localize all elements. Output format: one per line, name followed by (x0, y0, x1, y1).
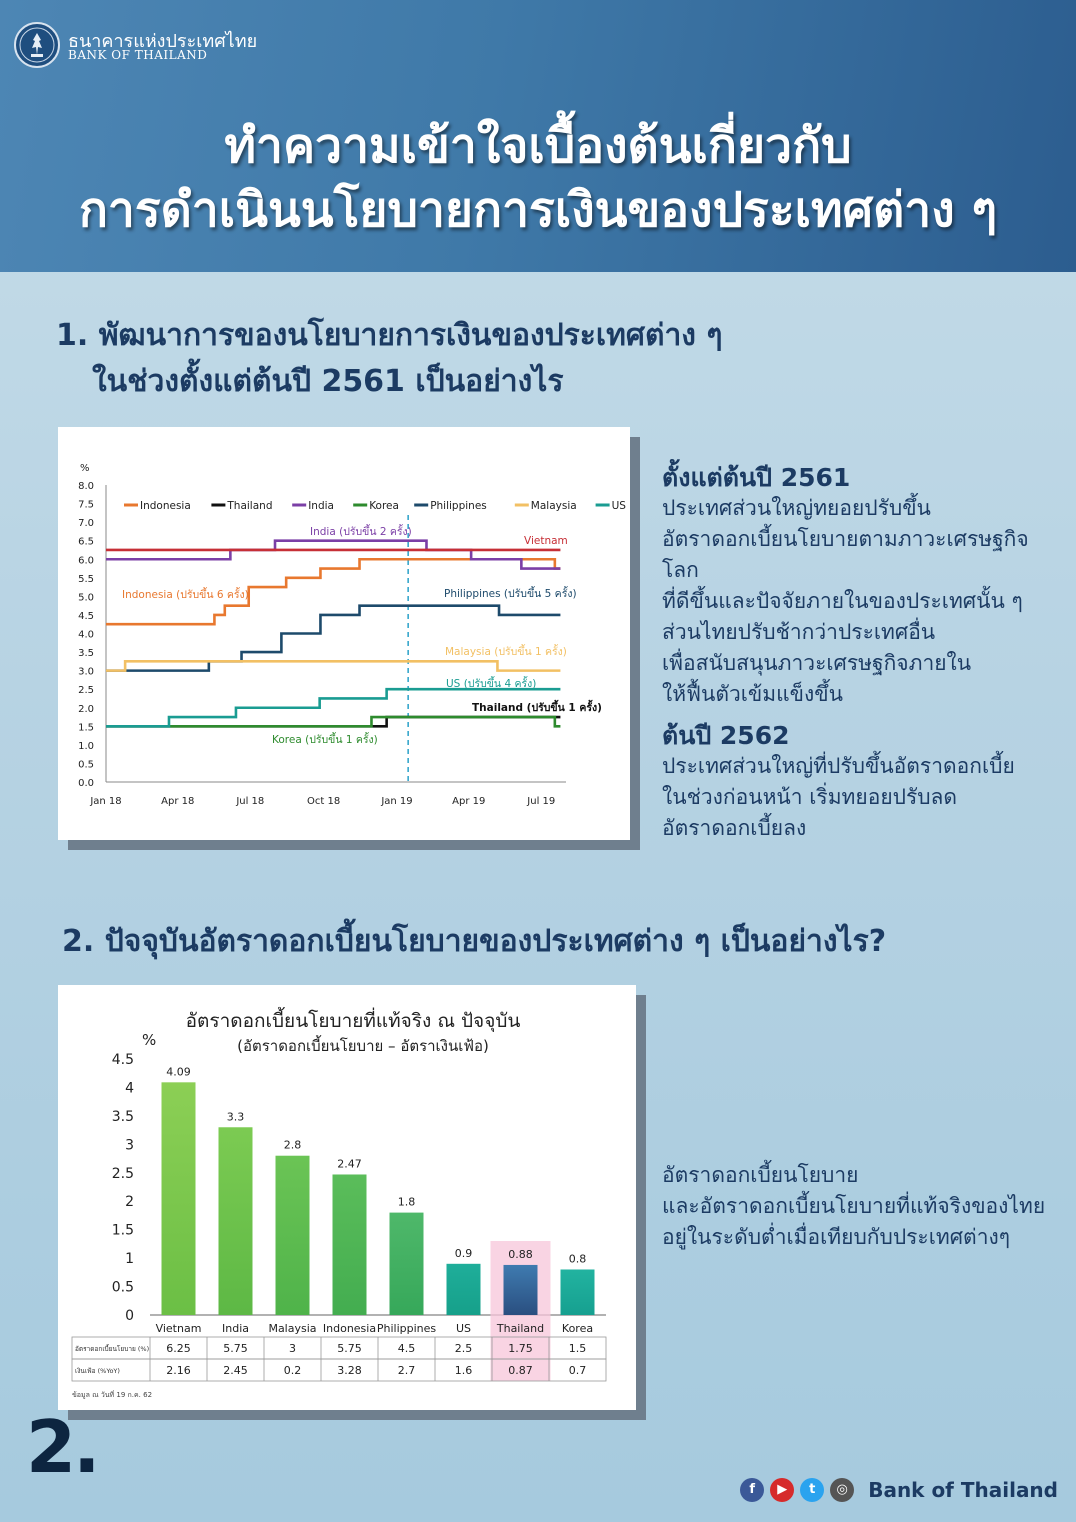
y-tick-label: 0 (125, 1308, 134, 1324)
bar-philippines (390, 1213, 424, 1315)
bar-vietnam (162, 1082, 196, 1315)
y-tick-label: 3 (125, 1137, 134, 1154)
side-text-2561-line-2: ที่ดีขึ้นและปัจจัยภายในของประเทศนั้น ๆ (662, 589, 1023, 613)
series-line-korea (106, 717, 560, 726)
bar-value-label-philippines: 1.8 (397, 1195, 416, 1209)
bar-value-label-us: 0.9 (454, 1246, 473, 1260)
y-tick-label: 4 (125, 1080, 134, 1097)
y-tick-label: 2.0 (78, 703, 94, 715)
policy-rate-line-chart (58, 427, 630, 840)
x-tick-label: Oct 18 (307, 796, 341, 807)
side-text-2561-line-5: ให้ฟื้นตัวเข้มแข็งขึ้น (662, 682, 843, 706)
table-cell-malaysia: 3 (289, 1342, 296, 1355)
page-number: 2. (26, 1405, 98, 1489)
side-text-2562-line-0: ประเทศส่วนใหญ่ที่ปรับขึ้นอัตราดอกเบี้ย (662, 754, 1015, 778)
series-line-thailand (106, 717, 560, 726)
y-tick-label: 7.5 (78, 499, 94, 511)
table-cell-indonesia: 3.28 (337, 1364, 362, 1377)
x-tick-label: Jan 19 (381, 796, 413, 807)
web-icon[interactable]: ◎ (830, 1478, 854, 1502)
table-cell-vietnam: 2.16 (166, 1364, 191, 1377)
category-label-india: India (222, 1322, 249, 1335)
bar-korea (561, 1269, 595, 1315)
bar-value-label-vietnam: 4.09 (166, 1065, 191, 1079)
main-title-line2: การดำเนินนโยบายการเงินของประเทศต่าง ๆ (78, 182, 998, 238)
table-cell-india: 2.45 (223, 1364, 248, 1377)
y-tick-label: 5.5 (78, 573, 94, 585)
y-tick-label: 0.5 (111, 1279, 134, 1296)
bar-value-label-india: 3.3 (226, 1110, 245, 1124)
bar-malaysia (276, 1156, 310, 1315)
category-label-thailand: Thailand (496, 1322, 545, 1335)
bar-chart-card (58, 985, 636, 1410)
side-text-2561-line-4: เพื่อสนับสนุนภาวะเศรษฐกิจภายใน (662, 651, 972, 675)
table-cell-philippines: 2.7 (397, 1364, 416, 1377)
section2-side-line-0: อัตราดอกเบี้ยนโยบาย (662, 1163, 859, 1187)
bar-value-label-korea: 0.8 (568, 1252, 587, 1266)
table-cell-indonesia: 5.75 (337, 1342, 362, 1355)
table-cell-us: 1.6 (454, 1364, 473, 1377)
main-title-line1: ทำความเข้าใจเบื้องต้นเกี่ยวกับ (224, 118, 852, 174)
series-line-india (106, 541, 560, 569)
footer (740, 1476, 1058, 1504)
org-name-thai: ธนาคารแห่งประเทศไทย (68, 31, 258, 52)
table-cell-thailand: 0.87 (508, 1364, 533, 1377)
side-heading-2562: ต้นปี 2562 (662, 721, 790, 750)
legend-label-malaysia: Malaysia (530, 500, 577, 512)
x-tick-label: Apr 19 (452, 796, 486, 807)
legend-label-thailand: Thailand (227, 500, 273, 512)
annotation-us: US (ปรับขึ้น 4 ครั้ง) (446, 678, 537, 690)
footer-brand: Bank of Thailand (868, 1478, 1058, 1502)
y-tick-label: 1.5 (111, 1222, 134, 1239)
real-policy-rate-bar-chart (58, 985, 636, 1410)
x-tick-label: Apr 18 (161, 796, 195, 807)
bar-thailand (504, 1265, 538, 1315)
annotation-malaysia: Malaysia (ปรับขึ้น 1 ครั้ง) (445, 646, 567, 658)
category-label-malaysia: Malaysia (268, 1322, 317, 1335)
y-axis-label: % (80, 463, 90, 474)
line-chart-card (58, 427, 630, 840)
bar-us (447, 1264, 481, 1315)
category-label-vietnam: Vietnam (155, 1322, 202, 1335)
category-label-us: US (455, 1322, 472, 1335)
side-text-2561-line-3: ส่วนไทยปรับช้ากว่าประเทศอื่น (662, 620, 936, 644)
legend-label-philippines: Philippines (430, 500, 487, 512)
section1-heading-line2: ในช่วงตั้งแต่ต้นปี 2561 เป็นอย่างไร (92, 364, 564, 399)
youtube-icon[interactable]: ▶ (770, 1478, 794, 1502)
bank-seal-logo (14, 22, 60, 68)
data-table (72, 1337, 606, 1381)
annotation-vietnam: Vietnam (524, 535, 568, 547)
annotation-philippines: Philippines (ปรับขึ้น 5 ครั้ง) (444, 588, 577, 600)
table-cell-korea: 0.7 (568, 1364, 587, 1377)
table-cell-us: 2.5 (454, 1342, 473, 1355)
side-text-2561-line-0: ประเทศส่วนใหญ่ทยอยปรับขึ้น (662, 496, 931, 520)
legend-label-indonesia: Indonesia (140, 500, 191, 512)
section2-heading: 2. ปัจจุบันอัตราดอกเบี้ยนโยบายของประเทศต่าง ๆ เป็นอย่างไร? (62, 924, 887, 959)
y-tick-label: 2 (125, 1194, 134, 1211)
table-cell-india: 5.75 (223, 1342, 248, 1355)
legend-label-korea: Korea (369, 500, 399, 512)
y-tick-label: 6.5 (78, 536, 94, 548)
annotation-indonesia: Indonesia (ปรับขึ้น 6 ครั้ง) (122, 589, 249, 601)
facebook-icon[interactable]: f (740, 1478, 764, 1502)
y-tick-label: 3.5 (78, 648, 94, 660)
annotation-thailand: Thailand (ปรับขึ้น 1 ครั้ง) (472, 702, 602, 714)
bar-indonesia (333, 1174, 367, 1315)
section2-side-line-2: อยู่ในระดับต่ำเมื่อเทียบกับประเทศต่างๆ (662, 1225, 1011, 1249)
table-row-label: อัตราดอกเบี้ยนโยบาย (%) (75, 1345, 150, 1353)
y-tick-label: 7.0 (78, 518, 94, 530)
side-text-2562-line-2: อัตราดอกเบี้ยลง (662, 816, 807, 840)
twitter-icon[interactable]: t (800, 1478, 824, 1502)
y-tick-label: 1 (125, 1251, 134, 1268)
y-tick-label: 4.5 (111, 1052, 134, 1068)
table-cell-korea: 1.5 (568, 1342, 587, 1355)
x-tick-label: Jul 19 (527, 796, 556, 807)
annotation-india: India (ปรับขึ้น 2 ครั้ง) (310, 526, 412, 538)
section2-side-line-1: และอัตราดอกเบี้ยนโยบายที่แท้จริงของไทย (662, 1194, 1046, 1218)
legend-label-india: India (308, 500, 334, 512)
table-cell-philippines: 4.5 (397, 1342, 416, 1355)
bar-chart-title: อัตราดอกเบี้ยนโยบายที่แท้จริง ณ ปัจจุบัน (185, 1010, 521, 1032)
data-note: ข้อมูล ณ วันที่ 19 ก.ค. 62 (72, 1391, 153, 1399)
y-tick-label: 4.5 (78, 610, 94, 622)
y-tick-label: 1.5 (78, 722, 94, 734)
legend-label-us: US (611, 500, 626, 512)
bar-value-label-indonesia: 2.47 (337, 1157, 362, 1171)
y-axis-label: % (142, 1031, 157, 1049)
x-tick-label: Jul 18 (236, 796, 265, 807)
category-label-philippines: Philippines (376, 1322, 437, 1335)
category-label-indonesia: Indonesia (322, 1322, 377, 1335)
bar-india (219, 1127, 253, 1315)
y-tick-label: 5.0 (78, 592, 94, 604)
category-label-korea: Korea (561, 1322, 594, 1335)
bar-value-label-thailand: 0.88 (508, 1247, 533, 1261)
y-tick-label: 0.0 (78, 778, 94, 789)
org-name-english: BANK OF THAILAND (68, 48, 208, 62)
y-tick-label: 4.0 (78, 629, 94, 641)
section2-side-text (662, 1160, 1062, 1253)
header-banner (0, 0, 1076, 272)
y-tick-label: 1.0 (78, 740, 94, 752)
y-tick-label: 8.0 (78, 481, 94, 492)
y-tick-label: 3.5 (111, 1108, 134, 1125)
y-tick-label: 2.5 (78, 685, 94, 697)
section1-heading-line1: 1. พัฒนาการของนโยบายการเงินของประเทศต่าง ๆ (56, 318, 723, 353)
section1-side-text (662, 462, 1062, 844)
bar-value-label-malaysia: 2.8 (283, 1138, 302, 1152)
side-heading-2561: ตั้งแต่ต้นปี 2561 (662, 463, 851, 492)
x-tick-label: Jan 18 (90, 796, 122, 807)
table-cell-thailand: 1.75 (508, 1342, 533, 1355)
y-tick-label: 6.0 (78, 555, 94, 567)
table-cell-malaysia: 0.2 (283, 1364, 302, 1377)
table-row-label: เงินเฟ้อ (%YoY) (75, 1367, 120, 1375)
y-tick-label: 2.5 (111, 1165, 134, 1182)
series-line-malaysia (106, 661, 560, 670)
y-tick-label: 0.5 (78, 759, 94, 771)
table-cell-vietnam: 6.25 (166, 1342, 191, 1355)
annotation-korea: Korea (ปรับขึ้น 1 ครั้ง) (272, 734, 378, 746)
side-text-2561-line-1: อัตราดอกเบี้ยนโยบายตามภาวะเศรษฐกิจโลก (662, 527, 1029, 582)
y-tick-label: 3.0 (78, 666, 94, 678)
bar-chart-subtitle: (อัตราดอกเบี้ยนโยบาย – อัตราเงินเฟ้อ) (237, 1037, 489, 1055)
side-text-2562-line-1: ในช่วงก่อนหน้า เริ่มทยอยปรับลด (662, 785, 958, 809)
